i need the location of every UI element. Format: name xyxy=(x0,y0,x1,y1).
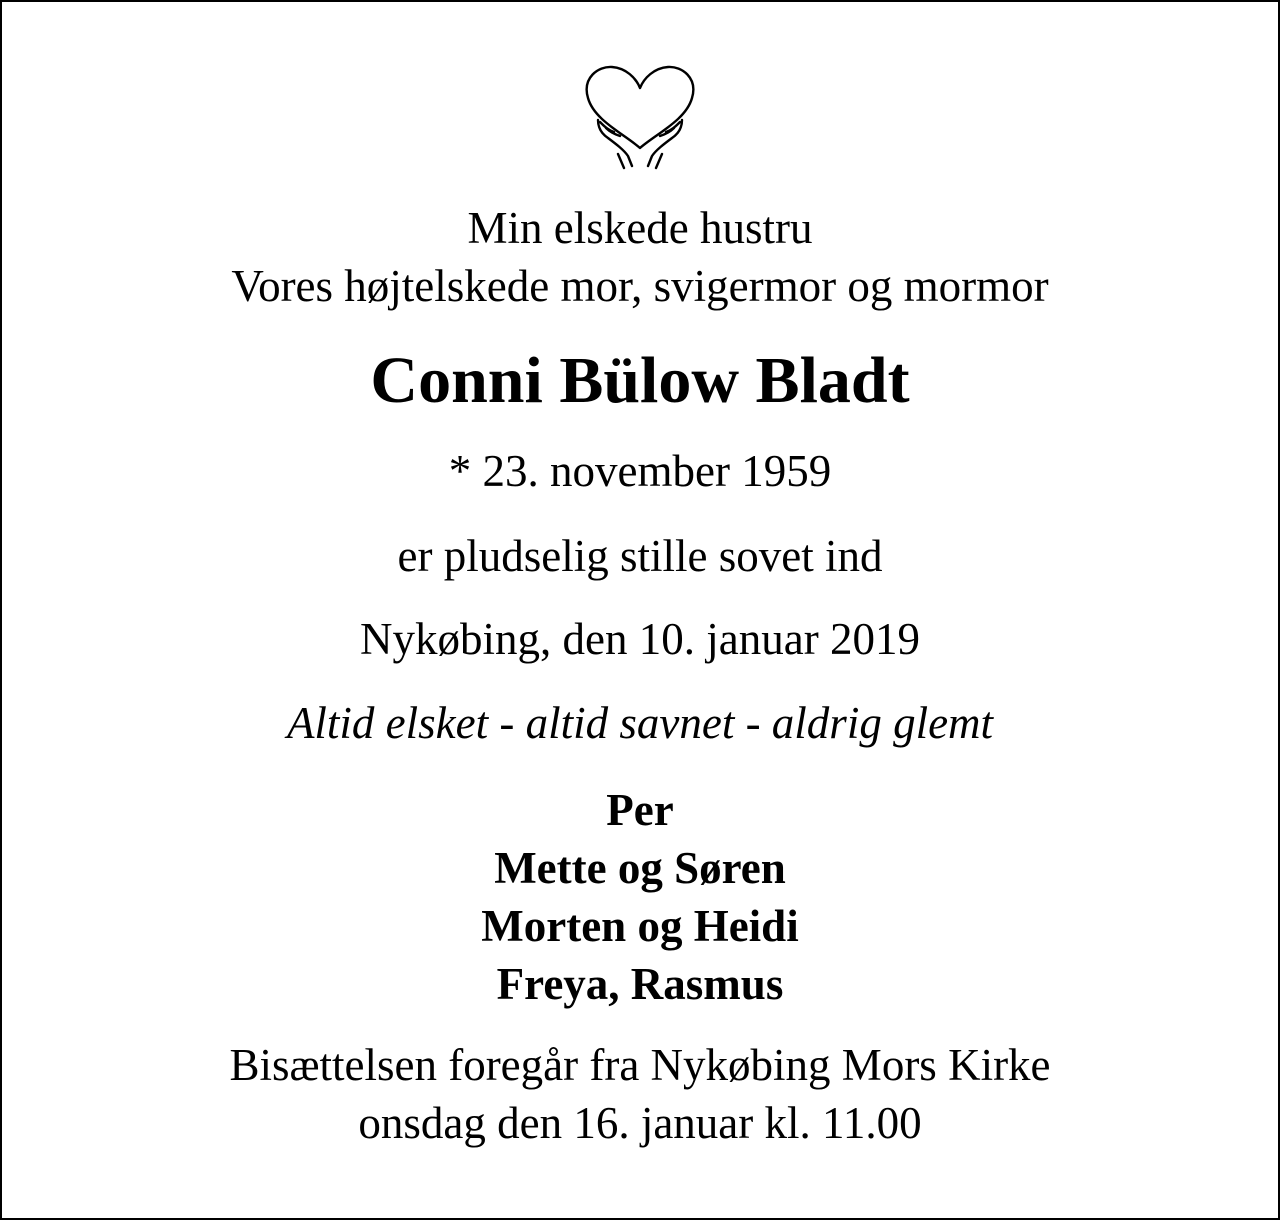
heart-in-hands-icon xyxy=(576,62,704,172)
family-member: Morten og Heidi xyxy=(481,901,799,951)
intro-line-2: Vores højtelskede mor, svigermor og mormor xyxy=(231,261,1049,311)
funeral-line-2: onsdag den 16. januar kl. 11.00 xyxy=(358,1098,922,1148)
motto: Altid elsket - altid savnet - aldrig glemt xyxy=(286,698,994,748)
family-member: Freya, Rasmus xyxy=(496,959,784,1009)
intro-line-1: Min elskede hustru xyxy=(467,203,813,253)
family-member: Mette og Søren xyxy=(494,843,786,893)
family-member: Per xyxy=(606,785,674,835)
birth-date: * 23. november 1959 xyxy=(448,446,832,496)
deceased-name: Conni Bülow Bladt xyxy=(370,344,910,417)
place-date: Nykøbing, den 10. januar 2019 xyxy=(360,614,920,664)
funeral-line-1: Bisættelsen foregår fra Nykøbing Mors Kirke xyxy=(229,1040,1051,1090)
passing-text: er pludselig stille sovet ind xyxy=(397,531,883,581)
